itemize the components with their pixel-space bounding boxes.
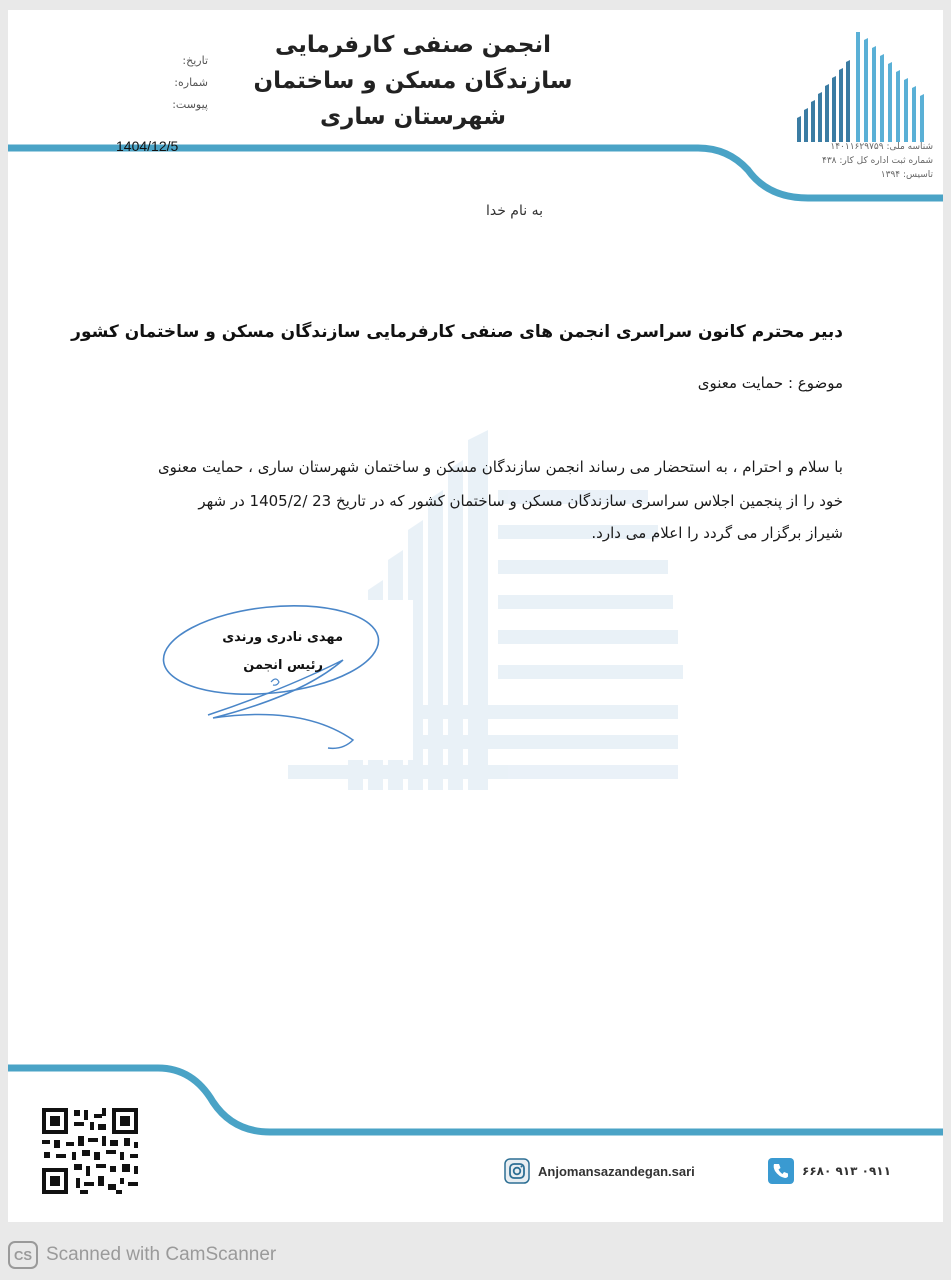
header-title-line-2: سازندگان مسکن و ساختمان xyxy=(253,68,573,94)
letter-addressee: دبیر محترم کانون سراسری انجمن های صنفی کارفرمایی سازندگان مسکن و ساختمان کشور xyxy=(71,322,843,342)
letter-body-line-2: خود را از پنجمین اجلاس سراسری سازندگان مسکن و ساختمان کشور که در تاریخ 23 /1405/2 در شهر xyxy=(198,492,843,510)
phone-icon xyxy=(768,1158,794,1184)
footer-divider xyxy=(8,1062,943,1142)
phone-contact xyxy=(768,1158,891,1184)
founded-line: تاسیس: ۱۳۹۴ xyxy=(880,170,933,180)
phone-number: ۰۹۱۱ ۹۱۳ ۶۶۸۰ xyxy=(802,1164,891,1178)
signatory-name: مهدی نادری ورندی xyxy=(222,630,343,645)
instagram-icon xyxy=(504,1158,530,1184)
association-logo xyxy=(786,32,936,142)
signatory-role: رئیس انجمن xyxy=(243,658,323,673)
registration-number-line: شماره ثبت اداره کل کار: ۴۳۸ xyxy=(821,156,933,166)
letter-page xyxy=(8,10,943,1222)
signature-scribble xyxy=(153,600,413,760)
letter-subject: موضوع : حمایت معنوی xyxy=(697,374,843,392)
number-label: شماره: xyxy=(174,76,208,89)
letter-body-line-3: شیراز برگزار می گردد را اعلام می دارد. xyxy=(591,524,843,542)
instagram-contact xyxy=(504,1158,695,1184)
date-label: تاریخ: xyxy=(182,54,208,67)
attachment-label: پیوست: xyxy=(172,98,208,111)
camscanner-watermark xyxy=(8,1240,276,1270)
letter-body-line-1: با سلام و احترام ، به استحضار می رساند انجمن سازندگان مسکن و ساختمان شهرستان ساری ، حمایت معنوی xyxy=(157,458,843,476)
camscanner-text: Scanned with CamScanner xyxy=(46,1244,277,1265)
signature-block xyxy=(153,600,413,760)
national-id-line: شناسه ملی: ۱۴۰۱۱۶۲۹۷۵۹ xyxy=(830,142,933,152)
letter-opening: به نام خدا xyxy=(485,203,543,219)
date-value: 1404/12/5 xyxy=(116,138,179,154)
instagram-handle: Anjomansazandegan.sari xyxy=(538,1163,695,1179)
camscanner-logo-icon: CS xyxy=(8,1241,38,1269)
qr-code-icon xyxy=(40,1106,140,1196)
header-title-line-1: انجمن صنفی کارفرمایی xyxy=(274,32,552,58)
header-title-line-3: شهرستان ساری xyxy=(320,104,506,130)
